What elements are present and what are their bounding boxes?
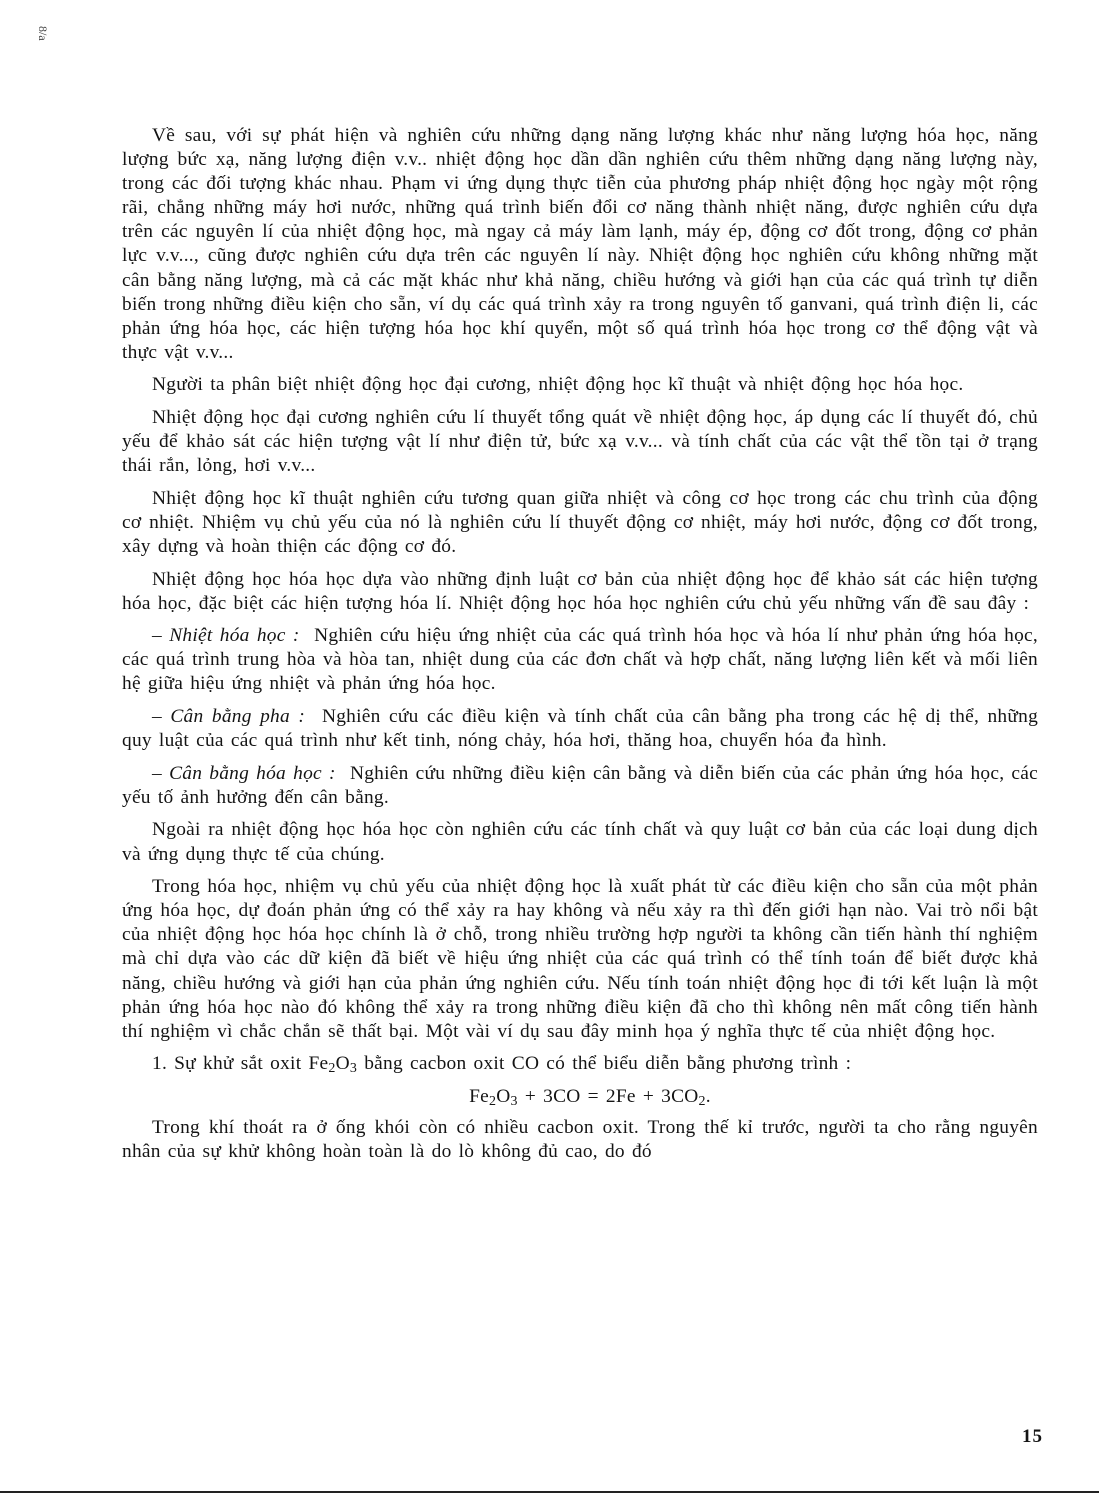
paragraph: Nhiệt động học hóa học dựa vào những định luật cơ bản của nhiệt động học để khảo sát các hiện tượng hóa học, đặc biệt các hiện tượng hóa lí. Nhiệt động học hóa học nghiên cứu chủ yếu những vấn đề sau đây : <box>122 568 1038 614</box>
list-item-phase-equilibrium <box>122 705 1038 753</box>
chemical-equation: $Fe_2O_3 + 3CO = 2Fe + 3CO_2$. <box>469 1085 711 1109</box>
bottom-rule <box>0 1491 1099 1493</box>
list-item-chemical-equilibrium <box>122 762 1038 810</box>
paragraph: Nhiệt động học kĩ thuật nghiên cứu tương quan giữa nhiệt và công cơ học trong các chu trình của động cơ nhiệt. Nhiệm vụ chủ yếu của nó là nghiên cứu lí thuyết động cơ nhiệt, máy hơi nước, động cơ đốt trong, xây dựng và hoàn thiện các động cơ đó. <box>122 487 1038 557</box>
paragraph: Về sau, với sự phát hiện và nghiên cứu những dạng năng lượng khác như năng lượng hóa học, năng lượng bức xạ, năng lượng điện v.v.. nhiệt động học dần dần nghiên cứu thêm những dạng năng lượng này, trong các đối tượng khác nhau. Phạm vi ứng dụng thực tiễn của phương pháp nhiệt động học ngày một rộng rãi, chẳng những máy hơi nước, những quá trình biến đổi cơ năng thành nhiệt năng, được nghiên cứu dựa trên các nguyên lí của nhiệt động học, mà ngay cả máy làm lạnh, máy ép, động cơ đốt trong, động cơ phản lực v.v..., cũng được nghiên cứu dựa trên các nguyên lí này. Nhiệt động học nghiên cứu không những mặt cân bằng năng lượng, mà cả các mặt khác như khả năng, chiều hướng và giới hạn của các quá trình tự diễn biến trong những điều kiện cho sẵn, ví dụ các quá trình xảy ra trong nguyên tố ganvani, quá trình điện li, các phản ứng hóa học, các hiện tượng hóa học khí quyển, một số quá trình hóa học trong cơ thể động vật và thực vật v.v... <box>122 125 1038 363</box>
item-text: Nghiên cứu những điều kiện cân bằng và diễn biến của các phản ứng hóa học, các yếu tố ảnh hưởng đến cân bằng. <box>122 762 1038 808</box>
item-text: Nghiên cứu hiệu ứng nhiệt của các quá trình hóa học và hóa lí như phản ứng hóa học, các quá trình trung hòa và hòa tan, nhiệt dung của các đơn chất và hợp chất, năng lượng liên kết và mối liên hệ giữa hiệu ứng nhiệt và phản ứng hóa học. <box>122 625 1038 695</box>
page-number: 15 <box>1022 1426 1043 1447</box>
page-body <box>122 124 1038 1173</box>
example-intro <box>122 1052 1038 1076</box>
paragraph: Trong khí thoát ra ở ống khói còn có nhiều cacbon oxit. Trong thế kỉ trước, người ta cho rằng nguyên nhân của sự khử không hoàn toàn là do lò không đủ cao, do đó <box>122 1116 1038 1163</box>
paragraph: Người ta phân biệt nhiệt động học đại cương, nhiệt động học kĩ thuật và nhiệt động học hóa học. <box>152 374 964 396</box>
item-term: – Cân bằng pha : <box>152 706 306 728</box>
item-text: Nghiên cứu các điều kiện và tính chất của cân bằng pha trong các hệ dị thể, những quy luật của các quá trình như kết tinh, nóng chảy, hóa hơi, thăng hoa, chuyển hóa đa hình. <box>122 706 1039 752</box>
example-intro-rest: bằng cacbon oxit CO có thể biểu diễn bằng phương trình : <box>364 1053 852 1075</box>
paragraph: Trong hóa học, nhiệm vụ chủ yếu của nhiệt động học là xuất phát từ các điều kiện cho sẵn của một phản ứng hóa học, dự đoán phản ứng có thể xảy ra hay không và nếu xảy ra thì đến giới hạn nào. Vai trò nổi bật của nhiệt động học hóa học chính là ở chỗ, trong nhiều trường hợp người ta không cần tiến hành thí nghiệm mà chỉ dựa vào các dữ kiện đã biết về hiệu ứng nhiệt của các quá trình có thể tính toán để biết được khả năng, chiều hướng và giới hạn của phản ứng nghiên cứu. Nếu tính toán nhiệt động học đi tới kết luận là một phản ứng hóa học nào đó không thể xảy ra trong những điều kiện đã cho thì không nên mất công tiến hành thí nghiệm vì chắc chắn sẽ thất bại. Một vài ví dụ sau đây minh họa ý nghĩa thực tế của nhiệt động học. <box>122 876 1038 1042</box>
formula-fe2o3: $Fe_2O_3$ <box>308 1053 358 1077</box>
list-item-thermochemistry <box>122 624 1038 696</box>
paragraph: Ngoài ra nhiệt động học hóa học còn nghiên cứu các tính chất và quy luật cơ bản của các loại dung dịch và ứng dụng thực tế của chúng. <box>122 819 1038 865</box>
paragraph: Nhiệt động học đại cương nghiên cứu lí thuyết tổng quát về nhiệt động học, áp dụng các lí thuyết đó, chủ yếu để khảo sát các hiện tượng vật lí như điện tử, bức xạ v.v... và tính chất của các vật thể tồn tại ở trạng thái rắn, lỏng, hơi v.v... <box>122 407 1038 477</box>
item-term: – Cân bằng hóa học : <box>152 762 336 784</box>
margin-mark: 8/a <box>36 26 50 41</box>
item-term: – Nhiệt hóa học : <box>152 625 300 647</box>
example-intro-text: 1. Sự khử sắt oxit <box>152 1053 302 1075</box>
